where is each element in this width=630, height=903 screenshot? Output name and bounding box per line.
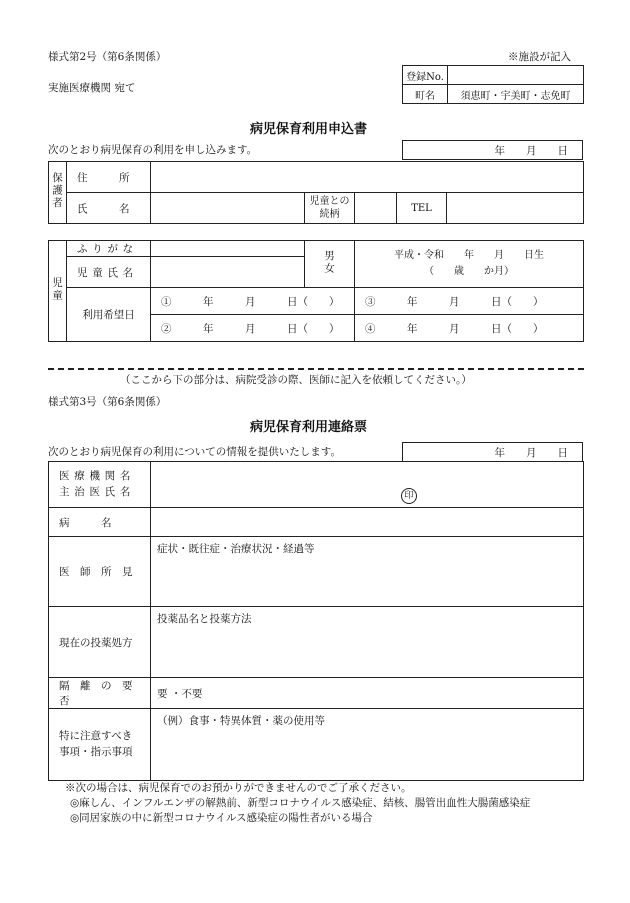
footer-exclusion-1: ◎麻しん、インフルエンザの解熱前、新型コロナウイルス感染症、結核、腸管出血性大腸菌感染症 xyxy=(70,797,531,809)
guardian-name-field[interactable] xyxy=(151,193,305,224)
isolation-options[interactable]: 要 ・不要 xyxy=(151,678,584,709)
desired-date-2[interactable]: ② 年 月 日（ ） xyxy=(151,315,355,342)
footer-exclusion-2: ◎同居家族の中に新型コロナウイルス感染症の陽性者がいる場合 xyxy=(70,812,373,824)
child-name-field[interactable] xyxy=(151,257,305,288)
address-field[interactable] xyxy=(151,162,584,193)
town-value: 須恵町・宇美町・志免町 xyxy=(448,85,584,104)
medication-field[interactable] xyxy=(151,607,584,678)
disease-field[interactable] xyxy=(151,508,584,537)
registration-number-field[interactable] xyxy=(448,66,584,85)
tel-field[interactable] xyxy=(447,193,584,224)
child-table xyxy=(48,240,584,342)
application-date[interactable]: 年 月 日 xyxy=(403,141,583,160)
registration-number-label: 登録No. xyxy=(403,66,448,85)
application-intro: 次のとおり病児保育の利用を申し込みます。 xyxy=(48,144,258,156)
medication-label: 現在の投薬処方 xyxy=(49,607,151,678)
application-title: 病児保育利用申込書 xyxy=(250,122,368,137)
child-name-label: 児童氏名 xyxy=(67,257,151,288)
guardian-label: 保護者 xyxy=(51,172,63,210)
clinic-label-cell xyxy=(49,462,151,508)
report-intro: 次のとおり病児保育の利用についての情報を提供いたします。 xyxy=(48,446,341,458)
birth-cell[interactable] xyxy=(355,241,584,288)
guardian-table xyxy=(48,161,584,224)
address-label: 住 所 xyxy=(67,162,151,193)
clinic-name-label: 医療機関名 xyxy=(59,470,136,483)
addressee: 実施医療機関 宛て xyxy=(48,82,136,94)
desired-date-1[interactable]: ① 年 月 日（ ） xyxy=(151,288,355,315)
form-number: 様式第2号（第6条関係） xyxy=(48,51,167,63)
opinion-field[interactable] xyxy=(151,537,584,607)
clinic-doctor-field[interactable] xyxy=(151,462,584,508)
doctor-name-label: 主治医氏名 xyxy=(59,485,136,498)
guardian-name-label: 氏 名 xyxy=(67,193,151,224)
opinion-label: 医 師 所 見 xyxy=(49,537,151,607)
medication-hint: 投薬品名と投薬方法 xyxy=(157,613,252,625)
furigana-label: ふりがな xyxy=(67,241,151,257)
desired-date-label: 利用希望日 xyxy=(67,288,151,342)
report-date-box xyxy=(402,442,583,462)
facility-note: ※施設が記入 xyxy=(508,51,571,63)
report-date[interactable]: 年 月 日 xyxy=(403,443,583,462)
report-table xyxy=(48,461,584,781)
child-label-cell xyxy=(49,241,67,342)
opinion-hint: 症状・既往症・治療状況・経過等 xyxy=(157,543,315,555)
notes-field[interactable] xyxy=(151,709,584,781)
town-label: 町名 xyxy=(403,85,448,104)
child-age: （ 歳 か月） xyxy=(424,266,514,277)
guardian-label-cell xyxy=(49,162,67,224)
notes-hint: （例）食事・特異体質・薬の使用等 xyxy=(157,715,325,727)
seal-mark: 印 xyxy=(401,488,417,504)
desired-date-4[interactable]: ④ 年 月 日（ ） xyxy=(355,315,584,342)
child-label: 児童 xyxy=(51,277,63,302)
notes-label-line1: 特に注意すべき xyxy=(59,729,133,742)
registration-table xyxy=(402,65,584,104)
gender-cell[interactable] xyxy=(305,241,355,288)
application-date-box xyxy=(402,140,583,160)
tel-label: TEL xyxy=(397,193,447,224)
report-form-number: 様式第3号（第6条関係） xyxy=(48,396,167,408)
report-title: 病児保育利用連絡票 xyxy=(250,420,368,435)
desired-date-3[interactable]: ③ 年 月 日（ ） xyxy=(355,288,584,315)
cut-line-note: （ここから下の部分は、病院受診の際、医師に記入を依頼してください。） xyxy=(120,374,472,386)
notes-label-cell xyxy=(49,709,151,781)
relation-field[interactable] xyxy=(355,193,397,224)
notes-label-line2: 事項・指示事項 xyxy=(59,745,133,758)
birth-date: 平成・令和 年 月 日生 xyxy=(394,250,544,261)
furigana-field[interactable] xyxy=(151,241,305,257)
cut-line xyxy=(48,368,584,370)
footer-note: ※次の場合は、病児保育でのお預かりができませんのでご了承ください。 xyxy=(65,782,412,794)
gender-options: 男女 xyxy=(323,250,335,275)
isolation-label: 隔 離 の 要 否 xyxy=(49,678,151,709)
disease-label: 病 名 xyxy=(49,508,151,537)
relation-label: 児童との続柄 xyxy=(305,193,355,224)
